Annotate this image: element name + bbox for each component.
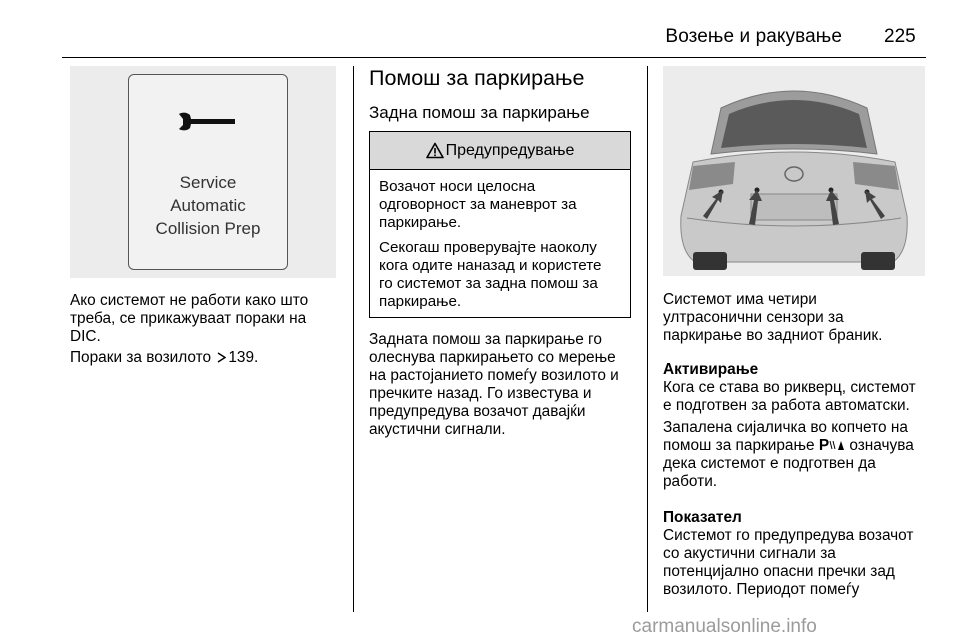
vehicle-messages-reference: Пораки за возилото 139. <box>70 349 259 366</box>
warning-header <box>370 132 630 170</box>
column-divider-2 <box>647 66 648 612</box>
section-title: Помош за паркирање <box>369 66 585 90</box>
warning-paragraph-2: Секогаш проверувајте наоколу кога одите наназад и користете го системот за задна помош за паркирање. <box>379 239 602 310</box>
page-number: 225 <box>884 26 916 47</box>
warning-triangle-icon <box>426 142 444 159</box>
dic-illustration <box>70 66 336 278</box>
dic-failure-paragraph: Ако системот не работи како што треба, се прикажуваат пораки на DIC. <box>70 292 309 345</box>
rear-assist-description: Задната помош за паркирање го олеснува паркирањето со мерење на растојанието помеѓу возилото и пречките назад. Го известува и предупредува возачот давајќи акустични сигнали. <box>369 331 619 438</box>
warning-paragraph-1: Возачот носи целосна одговорност за маневрот за паркирање. <box>379 178 577 231</box>
warning-body <box>370 170 630 311</box>
indicator-heading: Показател <box>663 509 742 526</box>
indicator-paragraph: Системот го предупредува возачот со акустични сигнали за потенцијално опасни пречки зад возилото. Периодот помеѓу <box>663 527 914 598</box>
dic-line-1: Service <box>179 173 237 192</box>
header-divider <box>62 57 926 58</box>
warning-title: Предупредување <box>445 141 575 159</box>
led-paragraph: Запалена сијаличка во копчето на помош за паркирање P означува дека системот е подготвен да работи. <box>663 419 914 490</box>
wrench-icon <box>177 111 237 133</box>
dic-line-3: Collision Prep <box>155 219 261 238</box>
cross-reference-icon <box>217 352 226 363</box>
dic-display-screen <box>128 74 288 270</box>
subsection-title: Задна помош за паркирање <box>369 103 590 122</box>
column-divider-1 <box>353 66 354 612</box>
car-rear-illustration <box>663 66 925 276</box>
activation-heading: Активирање <box>663 361 759 378</box>
parking-assist-symbol-icon: P <box>819 437 845 454</box>
page-reference[interactable]: 139. <box>228 349 259 366</box>
running-header: Возење и ракување <box>665 26 842 47</box>
activation-paragraph: Кога се става во рикверц, системот е подготвен за работа автоматски. <box>663 379 916 414</box>
car-rear-view <box>663 66 925 276</box>
watermark: carmanualsonline.info <box>632 616 817 637</box>
warning-box <box>369 131 631 318</box>
sensors-paragraph: Системот има четири ултрасонични сензори за паркирање во задниот браник. <box>663 291 883 344</box>
dic-line-2: Automatic <box>170 196 246 215</box>
